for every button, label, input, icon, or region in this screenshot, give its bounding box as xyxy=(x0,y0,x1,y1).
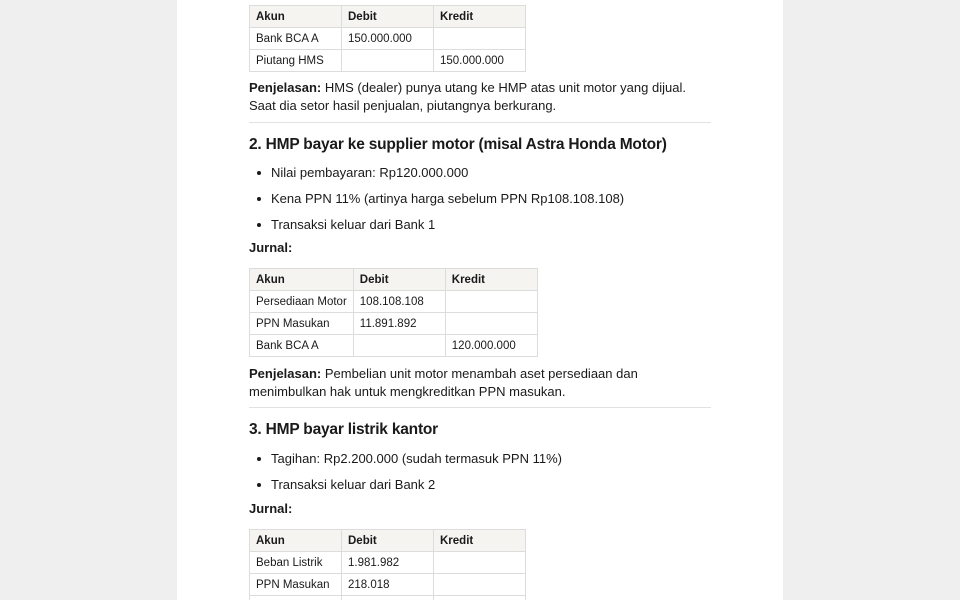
journal-label-3: Jurnal: xyxy=(249,501,293,516)
explanation-text-line2: menimbulkan hak untuk mengkreditkan PPN masukan. xyxy=(249,384,566,399)
cell-debit: 11.891.892 xyxy=(353,313,445,335)
explanation-2 xyxy=(249,365,711,401)
bullet-list-3 xyxy=(249,450,562,502)
cell-kredit xyxy=(445,313,537,335)
header-debit: Debit xyxy=(342,530,434,552)
list-item: Nilai pembayaran: Rp120.000.000 xyxy=(249,164,624,190)
table-row xyxy=(250,596,526,600)
cell-debit xyxy=(342,50,434,72)
list-item: Kena PPN 11% (artinya harga sebelum PPN Rp108.108.108) xyxy=(249,190,624,216)
table-header-row xyxy=(250,530,526,552)
journal-table-2 xyxy=(249,268,538,357)
header-akun: Akun xyxy=(250,269,354,291)
explanation-1 xyxy=(249,79,711,115)
cell-akun: Persediaan Motor xyxy=(250,291,354,313)
cell-kredit: 120.000.000 xyxy=(445,335,537,357)
cell-akun: Beban Listrik xyxy=(250,552,342,574)
cell-debit xyxy=(353,335,445,357)
explanation-label: Penjelasan: xyxy=(249,366,322,381)
journal-label-2: Jurnal: xyxy=(249,240,293,255)
bullet-list-2 xyxy=(249,164,624,242)
cell-akun: Bank BCA A xyxy=(250,335,354,357)
table-header-row xyxy=(250,6,526,28)
table-row xyxy=(250,313,538,335)
table-row xyxy=(250,552,526,574)
cell-akun: PPN Masukan xyxy=(250,574,342,596)
header-akun: Akun xyxy=(250,530,342,552)
explanation-label: Penjelasan: xyxy=(249,80,322,95)
header-kredit: Kredit xyxy=(434,6,526,28)
list-item: Transaksi keluar dari Bank 2 xyxy=(249,476,562,502)
table-row xyxy=(250,28,526,50)
table-header-row xyxy=(250,269,538,291)
cell-kredit xyxy=(434,28,526,50)
cell-akun xyxy=(250,596,342,600)
journal-table-3 xyxy=(249,529,526,600)
section-heading-3: 3. HMP bayar listrik kantor xyxy=(249,421,439,438)
table-row xyxy=(250,335,538,357)
table-row xyxy=(250,291,538,313)
cell-kredit: 150.000.000 xyxy=(434,50,526,72)
cell-debit xyxy=(342,596,434,600)
cell-kredit xyxy=(434,596,526,600)
section-divider xyxy=(249,122,711,123)
cell-akun: Piutang HMS xyxy=(250,50,342,72)
document-page xyxy=(177,0,783,600)
header-kredit: Kredit xyxy=(434,530,526,552)
list-item: Transaksi keluar dari Bank 1 xyxy=(249,216,624,242)
cell-debit: 218.018 xyxy=(342,574,434,596)
cell-kredit xyxy=(434,552,526,574)
cell-debit: 108.108.108 xyxy=(353,291,445,313)
list-item: Tagihan: Rp2.200.000 (sudah termasuk PPN 11%) xyxy=(249,450,562,476)
cell-kredit xyxy=(434,574,526,596)
cell-kredit xyxy=(445,291,537,313)
cell-debit: 1.981.982 xyxy=(342,552,434,574)
header-kredit: Kredit xyxy=(445,269,537,291)
header-akun: Akun xyxy=(250,6,342,28)
explanation-text-line1: Pembelian unit motor menambah aset persediaan dan xyxy=(324,366,638,381)
explanation-text-line1: HMS (dealer) punya utang ke HMP atas unit motor yang dijual. xyxy=(324,80,686,95)
table-row xyxy=(250,574,526,596)
cell-debit: 150.000.000 xyxy=(342,28,434,50)
cell-akun: PPN Masukan xyxy=(250,313,354,335)
journal-table-1 xyxy=(249,5,526,72)
explanation-text-line2: Saat dia setor hasil penjualan, piutangnya berkurang. xyxy=(249,98,557,113)
section-divider xyxy=(249,407,711,408)
header-debit: Debit xyxy=(353,269,445,291)
header-debit: Debit xyxy=(342,6,434,28)
section-heading-2: 2. HMP bayar ke supplier motor (misal Astra Honda Motor) xyxy=(249,136,667,153)
table-row xyxy=(250,50,526,72)
cell-akun: Bank BCA A xyxy=(250,28,342,50)
